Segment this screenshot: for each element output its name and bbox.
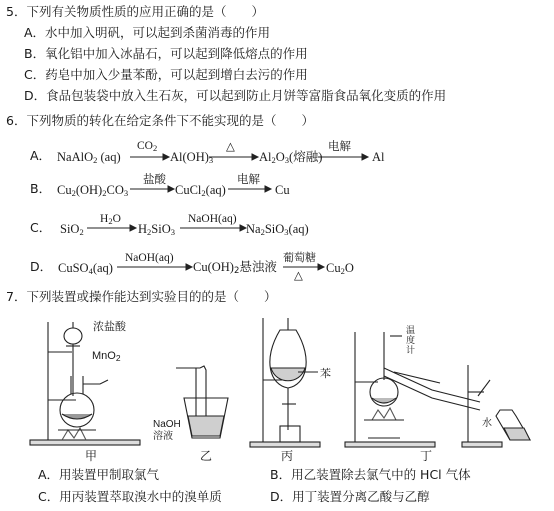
q6-a-species-3: $Al_2O_3$(熔融) [259,150,323,165]
q6-d-species-2: $Cu(OH)_2$悬浊液 [193,259,277,276]
q6-b-species-1: $Cu_2(OH)_2CO_3$ [57,183,129,198]
q6-d-condition-2b: △ [294,270,303,282]
q7-option-d: D．用丁装置分离乙酸与乙醇 [270,489,430,504]
q6-c-species-3: $Na_2SiO_3(aq)$ [246,222,309,237]
q6-a-species-4: Al [372,150,385,164]
label-temp-1: 温 [406,326,416,336]
q7-option-a: A．用装置甲制取氯气 [38,467,160,482]
apparatus-bing [250,318,320,447]
caption-ding: 丁 [420,449,433,463]
q6-d-label: D． [30,259,53,274]
q6-c-condition-1: $H_2O$ [100,213,121,226]
q6-b-label: B． [30,181,52,196]
q6-d-condition-1: NaOH(aq) [125,252,174,264]
q6-a-label: A． [30,148,52,163]
q6-c-species-2: $H_2SiO_3$ [138,222,175,237]
caption-yi: 乙 [200,449,213,463]
q6-d-species-3: $Cu_2O$ [326,261,354,276]
q5-stem: 5．下列有关物质性质的应用正确的是（ ） [6,4,264,19]
q6-c-condition-2: NaOH(aq) [188,213,237,225]
q6-d-condition-2: 葡萄糖 [283,251,316,264]
q6-b-condition-2: 电解 [237,174,260,186]
q7-option-b: B．用乙装置除去氯气中的 HCl 气体 [270,467,471,482]
q6-c-species-1: SiO$_2$ [60,222,84,237]
caption-jia: 甲 [85,449,98,463]
q6-b-condition-1: 盐酸 [143,174,166,186]
q5-option-c: C．药皂中加入少量苯酚，可以起到增白去污的作用 [24,67,308,82]
q6-c-label: C． [30,220,52,235]
apparatus-jia [30,322,140,445]
q7-option-c: C．用丙装置萃取溴水中的溴单质 [38,489,222,504]
label-temp-2: 度 [406,336,416,346]
q6-a-species-2: $Al(OH)_3$ [170,150,214,165]
label-naoh: NaOH [153,419,181,430]
q6-d-species-1: CuSO$_4$(aq) [58,261,113,276]
label-conc-hcl: 浓盐酸 [93,320,126,333]
caption-bing: 丙 [281,449,294,463]
label-mno2: MnO$_2$ [92,350,121,363]
q6-a-condition-1: $CO_2$ [137,140,158,153]
label-temp-3: 计 [406,346,416,356]
label-solution: 溶液 [153,431,173,442]
q6-a-species-1: NaAlO$_2$ (aq) [57,150,121,165]
q5-option-b: B．氧化铝中加入冰晶石，可以起到降低熔点的作用 [24,46,308,61]
label-water: 水 [482,418,492,429]
q6-stem: 6．下列物质的转化在给定条件下不能实现的是（ ） [6,113,314,128]
label-benzene: 苯 [320,367,331,380]
q6-b-species-2: CuCl$_2$(aq) [175,183,226,198]
q7-stem: 7．下列装置或操作能达到实验目的的是（ ） [6,289,277,304]
q5-option-a: A．水中加入明矾，可以起到杀菌消毒的作用 [24,25,271,40]
q6-b-species-3: Cu [275,183,290,197]
q6-a-condition-3: 电解 [328,141,351,153]
apparatus-yi [176,366,228,438]
q6-a-condition-2: △ [226,141,235,153]
apparatus-ding [345,332,530,447]
q5-option-d: D．食品包装袋中放入生石灰，可以起到防止月饼等富脂食品氧化变质的作用 [24,88,447,103]
